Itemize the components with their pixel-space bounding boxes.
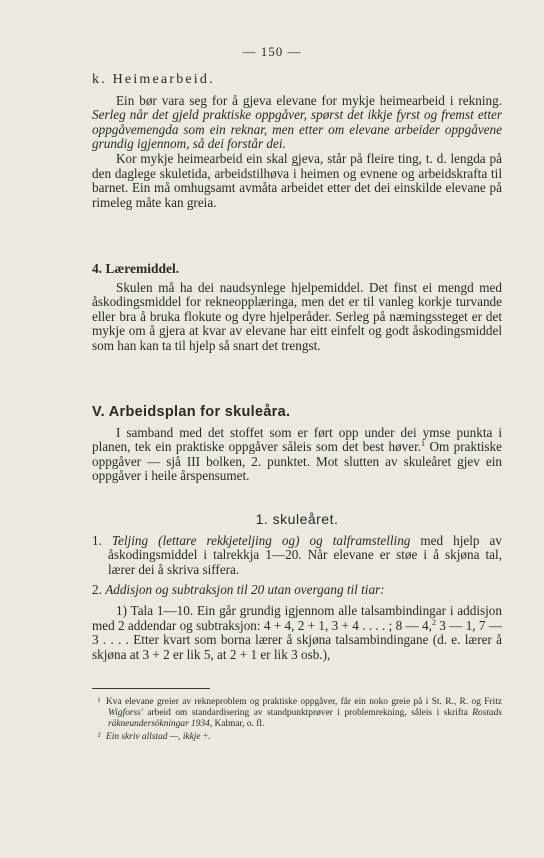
footnote-mark: ¹ (97, 697, 101, 707)
paragraph (92, 426, 502, 484)
footnote-ref: 2 (431, 617, 436, 627)
text-run: arbeid om standardisering av standpunktprøver i problemrekning, såleis i skrifta (142, 708, 473, 718)
text-run: 1) Tala 1—10. Ein går grundig igjennom alle talsambindingar i addisjon med 2 addendar og subtraksjon: 4 + 4, 2 + 1, 3 + 4 . . . . ; 8 — 4, (92, 602, 502, 633)
list-item (92, 534, 502, 578)
section-work-plan (92, 405, 502, 484)
section-heading-work-plan: V. Arbeidsplan for skuleåra. (92, 404, 291, 420)
emphasis-text: Rostads räkneundersökningar 1934 (108, 708, 502, 729)
footnote-divider (92, 688, 210, 689)
page-number: — 150 — (242, 44, 302, 59)
text-run: Ein skriv allstad —, ikkje ÷. (106, 732, 211, 742)
emphasis-text: Serleg når det gjeld praktiske oppgåver, spørst det ikkje fyrst og fremst etter oppgåvemengda som ein reknar, men etter om elevane arbeider oppgåvene grundig igjennom, så dei forstår dei. (92, 107, 502, 152)
paragraph (92, 604, 502, 662)
text-run: I samband med det stoffet som er ført opp under dei ymse punkta i planen, tek ein praktiske oppgåver såleis som det best høver. (92, 424, 502, 455)
text-run: Om praktiske oppgåver — sjå III bolken, 2. punktet. Mot slutten av skuleåret gjev ein oppgåver i heile årspensumet. (92, 439, 502, 484)
footnote-mark: ² (97, 732, 101, 742)
section-first-year (92, 512, 502, 662)
section-heading-teaching-aids: 4. Læremiddel. (92, 261, 180, 276)
section-teaching-aids (92, 262, 502, 354)
section-heading-homework: k. Heimearbeid. (92, 72, 215, 87)
footnote (92, 732, 502, 743)
footnotes (92, 697, 502, 745)
list-item (92, 583, 502, 598)
text-run: Kva elevane greier av rekneproblem og praktiske oppgåver, får ein noko greie på i St. R., R. og Fritz (106, 697, 502, 707)
paragraph (92, 94, 502, 152)
text-run: , Kalmar, o. fl. (209, 719, 265, 729)
section-homework (92, 73, 502, 210)
paragraph: Skulen må ha dei naudsynlege hjelpemiddel. Det finst ei mengd med åskodingsmiddel for rekneopplæringa, men det er til vanleg korkje turvande eller bra å bruka flokute og dyre hjelperåder. Serleg på næmingssteget er det mykje om å gjera at kvar av elevane har eitt einfelt og godt åskodingsmiddel som han kan ta til hjelp så snart det trengst. (92, 279, 502, 353)
footnote-ref: 1 (421, 439, 426, 449)
emphasis-text: Addisjon og subtraksjon til 20 utan overgang til tiar: (105, 582, 385, 598)
section-heading-first-year: 1. skuleåret. (255, 511, 339, 527)
item-number: 1. (92, 532, 112, 548)
emphasis-text: Wigforss' (108, 708, 143, 718)
text-run: med hjelp av åskodingsmiddel i talrekkja 1—20. Når elevane er støe i å skjøna tal, lærer dei å skriva siffera. (108, 532, 502, 577)
text-run: 3 — 1, 7 — 3 . . . . Etter kvart som borna lærer å skjøna talsambindingane (d. e. lærer å skjøna at 3 + 2 er lik 5, at 2 + 1 er lik 3 osb.), (92, 617, 502, 662)
text-run: Ein bør vara seg for å gjeva elevane for mykje heimearbeid i rekning. (116, 92, 502, 108)
emphasis-text: Teljing (lettare rekkjeteljing og) og talframstelling (111, 532, 411, 548)
item-number: 2. (92, 582, 106, 598)
footnote (92, 697, 502, 730)
paragraph: Kor mykje heimearbeid ein skal gjeva, står på fleire ting, t. d. lengda på den daglege skuletida, arbeidstilhøva i heimen og evnene og arbeidskrafta til barnet. Ein må omhugsamt avmåta arbeidet etter det dei einskilde elevane på rimeleg måte kan greia. (92, 150, 502, 210)
